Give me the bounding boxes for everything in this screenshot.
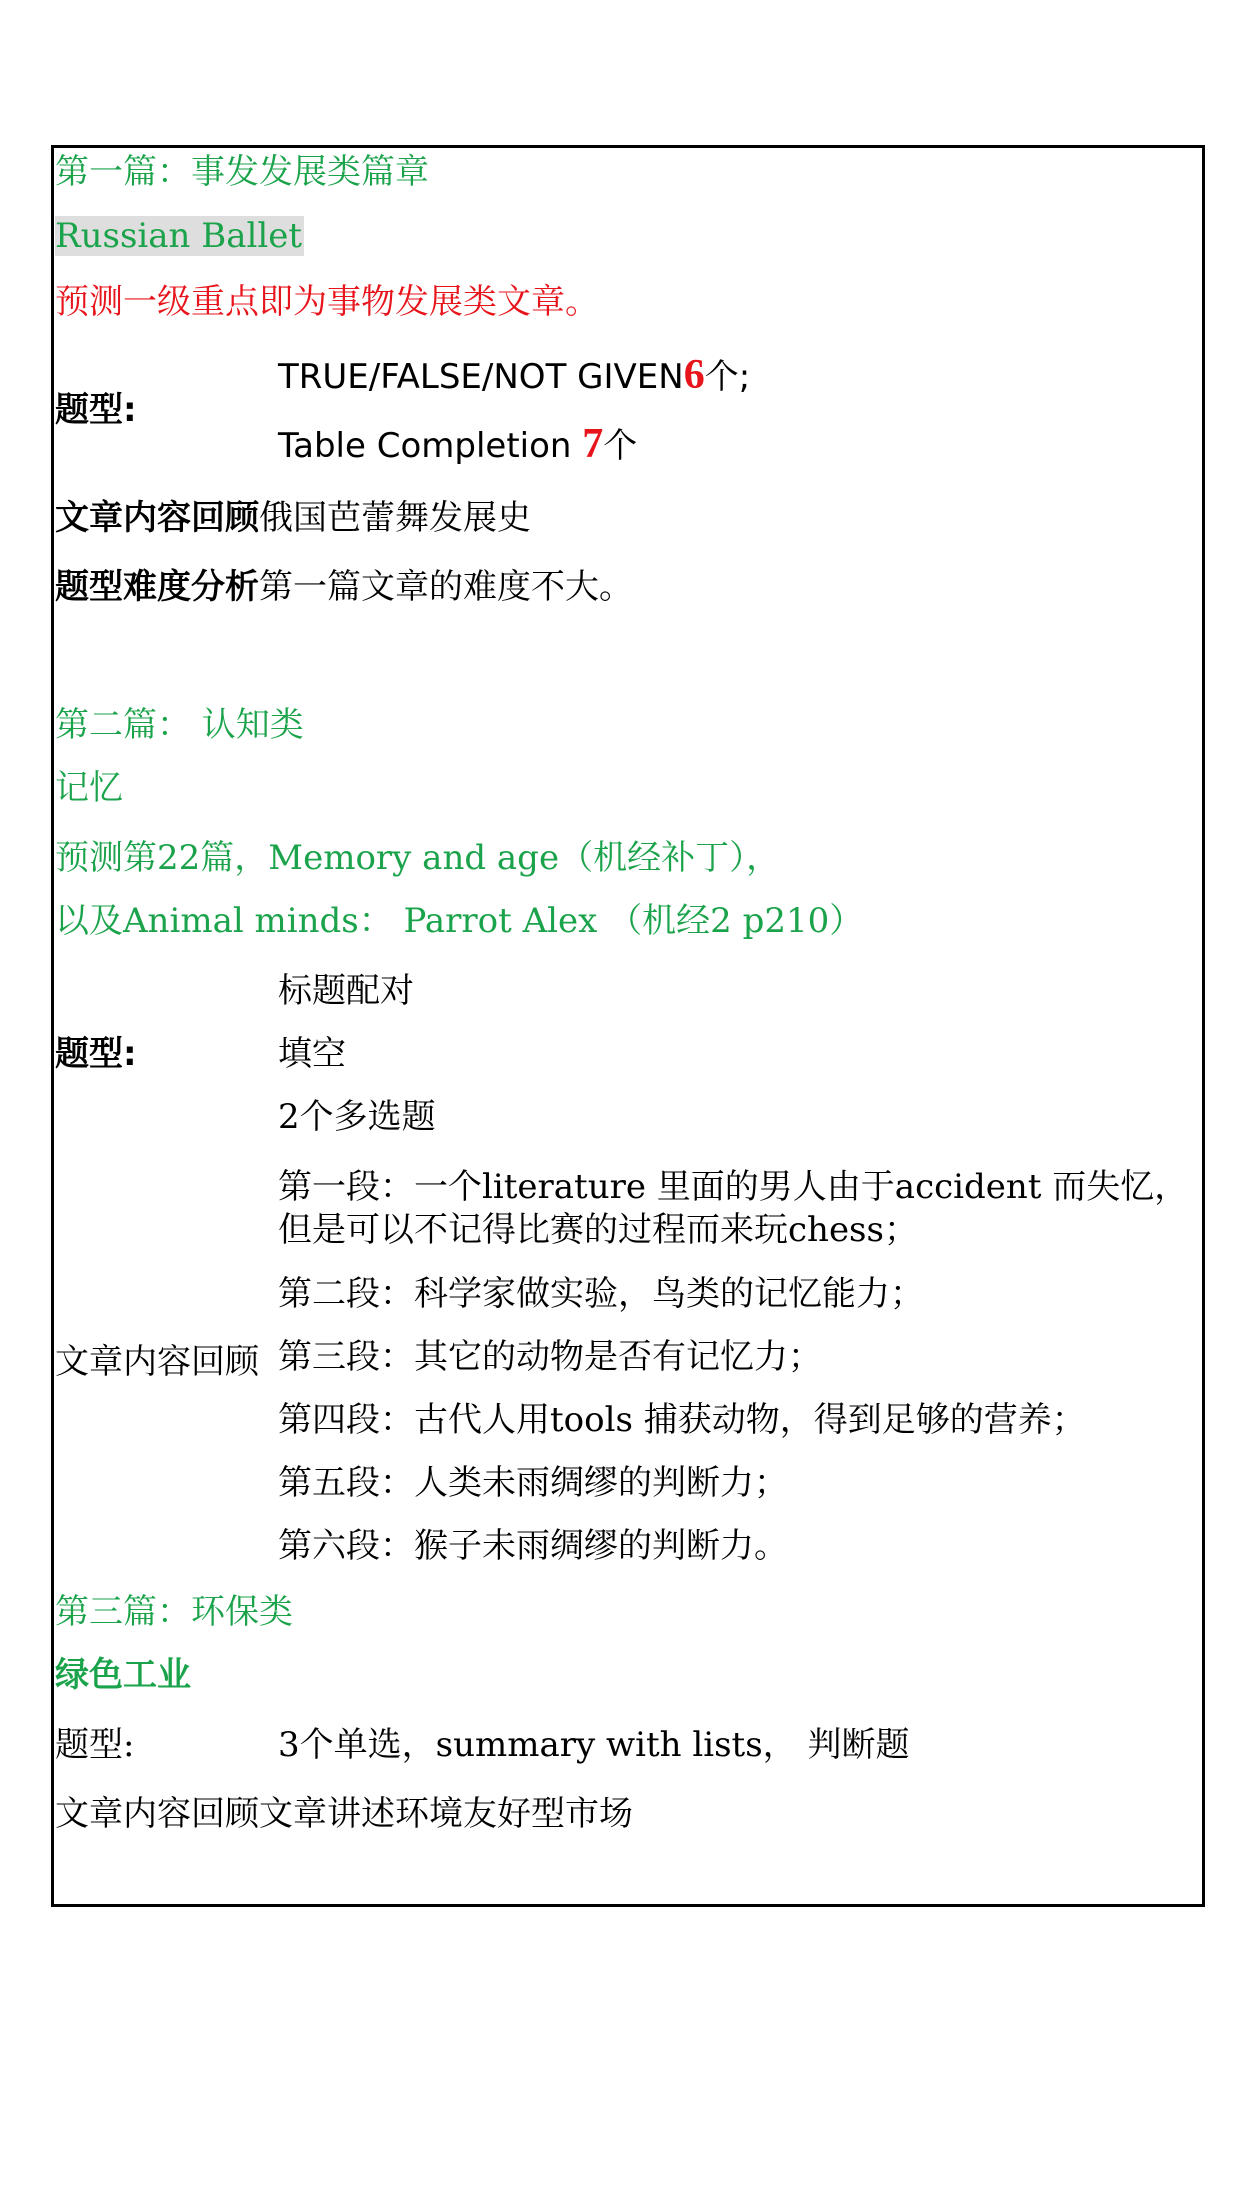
section1-qtype-line1 (278, 353, 750, 399)
section1-review (55, 496, 531, 540)
section2-paragraph-4: 第四段：古代人用tools 捕获动物，得到足够的营养； (278, 1400, 1086, 1440)
section2-paragraph-3: 第三段：其它的动物是否有记忆力； (278, 1337, 822, 1377)
section3-qtype-text: 3个单选，summary with lists， 判断题 (278, 1725, 910, 1765)
section3-review (55, 1792, 633, 1836)
section2-paragraph-5: 第五段：人类未雨绸缪的判断力； (278, 1463, 788, 1503)
section1-review-label: 文章内容回顾 (55, 498, 259, 538)
section3-review-text: 文章讲述环境友好型市场 (259, 1794, 633, 1834)
section1-difficulty (55, 565, 633, 609)
section2-prediction1: 预测第22篇，Memory and age（机经补丁）， (55, 838, 781, 878)
section1-review-text: 俄国芭蕾舞发展史 (259, 498, 531, 538)
section2-paragraph-6: 第六段：猴子未雨绸缪的判断力。 (278, 1526, 788, 1566)
section1-prediction: 预测一级重点即为事物发展类文章。 (55, 282, 599, 322)
qtype-tfng: TRUE/FALSE/NOT GIVEN (278, 357, 684, 397)
qtype-tfng-count: 6 (683, 352, 705, 398)
content-frame (51, 145, 1205, 1907)
section1-difficulty-text: 第一篇文章的难度不大。 (259, 567, 633, 607)
qtype-table-count: 7 (582, 421, 604, 467)
section2-prediction2: 以及Animal minds： Parrot Alex （机经2 p210） (55, 901, 864, 941)
qtype-table: Table Completion (278, 426, 583, 466)
section2-paragraph-1b: 但是可以不记得比赛的过程而来玩chess； (278, 1210, 918, 1250)
qtype-tfng-suffix: 个; (704, 357, 751, 397)
section2-qtype-2: 填空 (278, 1034, 346, 1074)
section3-heading: 第三篇：环保类 (55, 1592, 293, 1632)
section2-paragraph-1a: 第一段：一个literature 里面的男人由于accident 而失忆， (278, 1167, 1189, 1207)
section2-title: 记忆 (55, 768, 123, 808)
section1-heading: 第一篇：事发发展类篇章 (55, 152, 429, 192)
section1-title (55, 214, 304, 258)
section1-difficulty-label: 题型难度分析 (55, 567, 259, 607)
section2-qtype-label: 题型: (55, 1034, 137, 1074)
qtype-table-suffix: 个 (603, 426, 638, 466)
section3-qtype-label: 题型: (55, 1725, 135, 1765)
section2-paragraph-2: 第二段：科学家做实验，鸟类的记忆能力； (278, 1274, 924, 1314)
section1-qtype-label: 题型: (55, 390, 137, 430)
section2-qtype-3: 2个多选题 (278, 1097, 436, 1137)
section1-qtype-line2 (278, 422, 637, 468)
section2-qtype-1: 标题配对 (278, 971, 414, 1011)
section3-review-label: 文章内容回顾 (55, 1794, 259, 1834)
section2-heading: 第二篇： 认知类 (55, 705, 304, 745)
section1-title-highlight: Russian Ballet (55, 216, 303, 256)
section2-review-label: 文章内容回顾 (55, 1342, 259, 1382)
section3-title: 绿色工业 (55, 1655, 191, 1695)
